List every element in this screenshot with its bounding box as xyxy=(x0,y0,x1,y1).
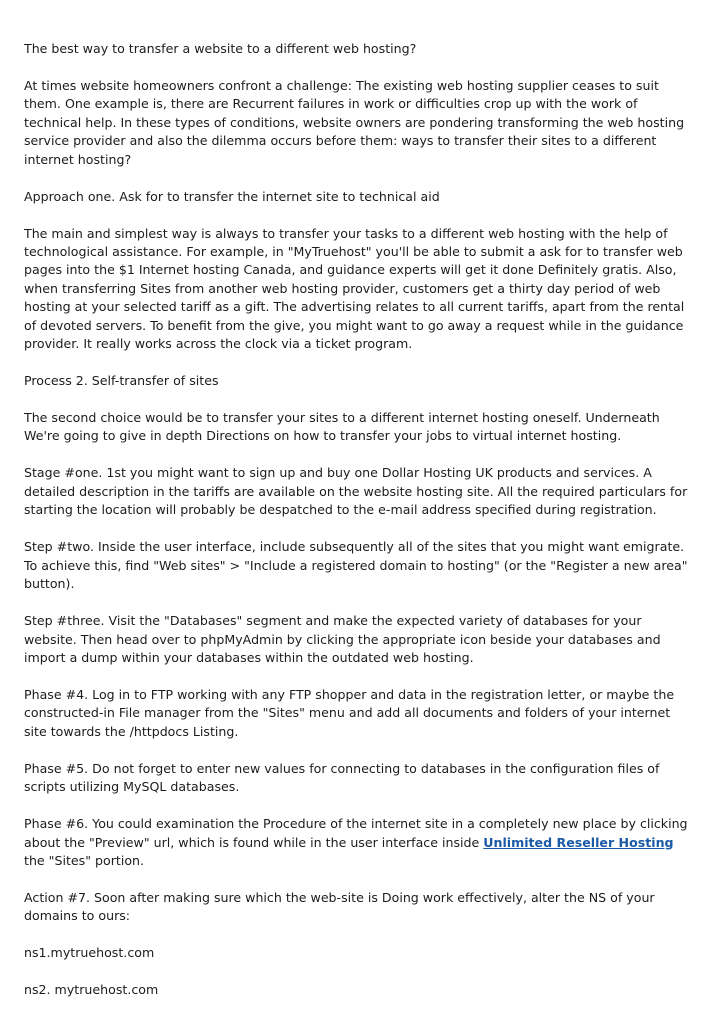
step-six-paragraph xyxy=(24,815,696,870)
step-five-paragraph: Phase #5. Do not forget to enter new values for connecting to databases in the configuration files of scripts utilizing MySQL databases. xyxy=(24,760,660,795)
document-body xyxy=(24,40,696,1018)
step-six-text-before: Phase #6. You could examination the Procedure of the internet site in a completely new place by clicking about the "Preview" url, which is found while in the user interface inside xyxy=(24,816,688,850)
nameserver-one: ns1.mytruehost.com xyxy=(24,945,155,961)
process-two-paragraph: The second choice would be to transfer your sites to a different internet hosting oneself. Underneath We're going to give in depth Directions on how to transfer your jobs to virtual internet hosting. xyxy=(24,410,660,444)
approach-one-paragraph: The main and simplest way is always to transfer your tasks to a different web hosting with the help of technological assistance. For example, in "MyTruehost" you'll be able to submit a ask for to transfer web pages into the $1 Internet hosting Canada, and guidance experts will get it done Definitely gratis. Also, when transferring Sites from another web hosting provider, customers get a thirty day period of web hosting at your selected tariff as a gift. The advertising relates to all current tariffs, apart from the rental of devoted servers. To benefit from the give, you might want to go away a request while in the guidance provider. It really works across the clock via a ticket program. xyxy=(24,225,685,352)
document-title: The best way to transfer a website to a different web hosting? xyxy=(24,41,417,56)
approach-one-heading: Approach one. Ask for to transfer the internet site to technical aid xyxy=(24,188,440,204)
step-one-paragraph: Stage #one. 1st you might want to sign up and buy one Dollar Hosting UK products and services. A detailed description in the tariffs are available on the website hosting site. All the required particulars for starting the location will probably be despatched to the e-mail address specified during registration. xyxy=(24,465,688,518)
process-two-heading: Process 2. Self-transfer of sites xyxy=(24,373,219,389)
step-two-paragraph: Step #two. Inside the user interface, include subsequently all of the sites that you might want emigrate. To achieve this, find "Web sites" > "Include a registered domain to hosting" (or the "Register a new area" button). xyxy=(24,539,688,592)
intro-paragraph: At times website homeowners confront a challenge: The existing web hosting supplier ceases to suit them. One example is, there are Recurrent failures in work or difficulties crop up with the work of technical help. In these types of conditions, website owners are pondering transforming the web hosting service provider and also the dilemma occurs before them: ways to transfer their sites to a different internet hosting? xyxy=(24,78,685,167)
unlimited-reseller-hosting-link[interactable]: Unlimited Reseller Hosting xyxy=(483,834,674,850)
nameserver-two: ns2. mytruehost.com xyxy=(24,982,159,998)
step-seven-paragraph: Action #7. Soon after making sure which the web-site is Doing work effectively, alter the NS of your domains to ours: xyxy=(24,889,655,924)
step-three-paragraph: Step #three. Visit the "Databases" segment and make the expected variety of databases for your website. Then head over to phpMyAdmin by clicking the appropriate icon beside your databases and import a dump within your databases within the outdated web hosting. xyxy=(24,613,661,665)
step-six-text-after: the "Sites" portion. xyxy=(24,852,145,868)
step-four-paragraph: Phase #4. Log in to FTP working with any FTP shopper and data in the registration letter, or maybe the constructed-in File manager from the "Sites" menu and add all documents and folders of your internet site towards the /httpdocs Listing. xyxy=(24,686,675,739)
